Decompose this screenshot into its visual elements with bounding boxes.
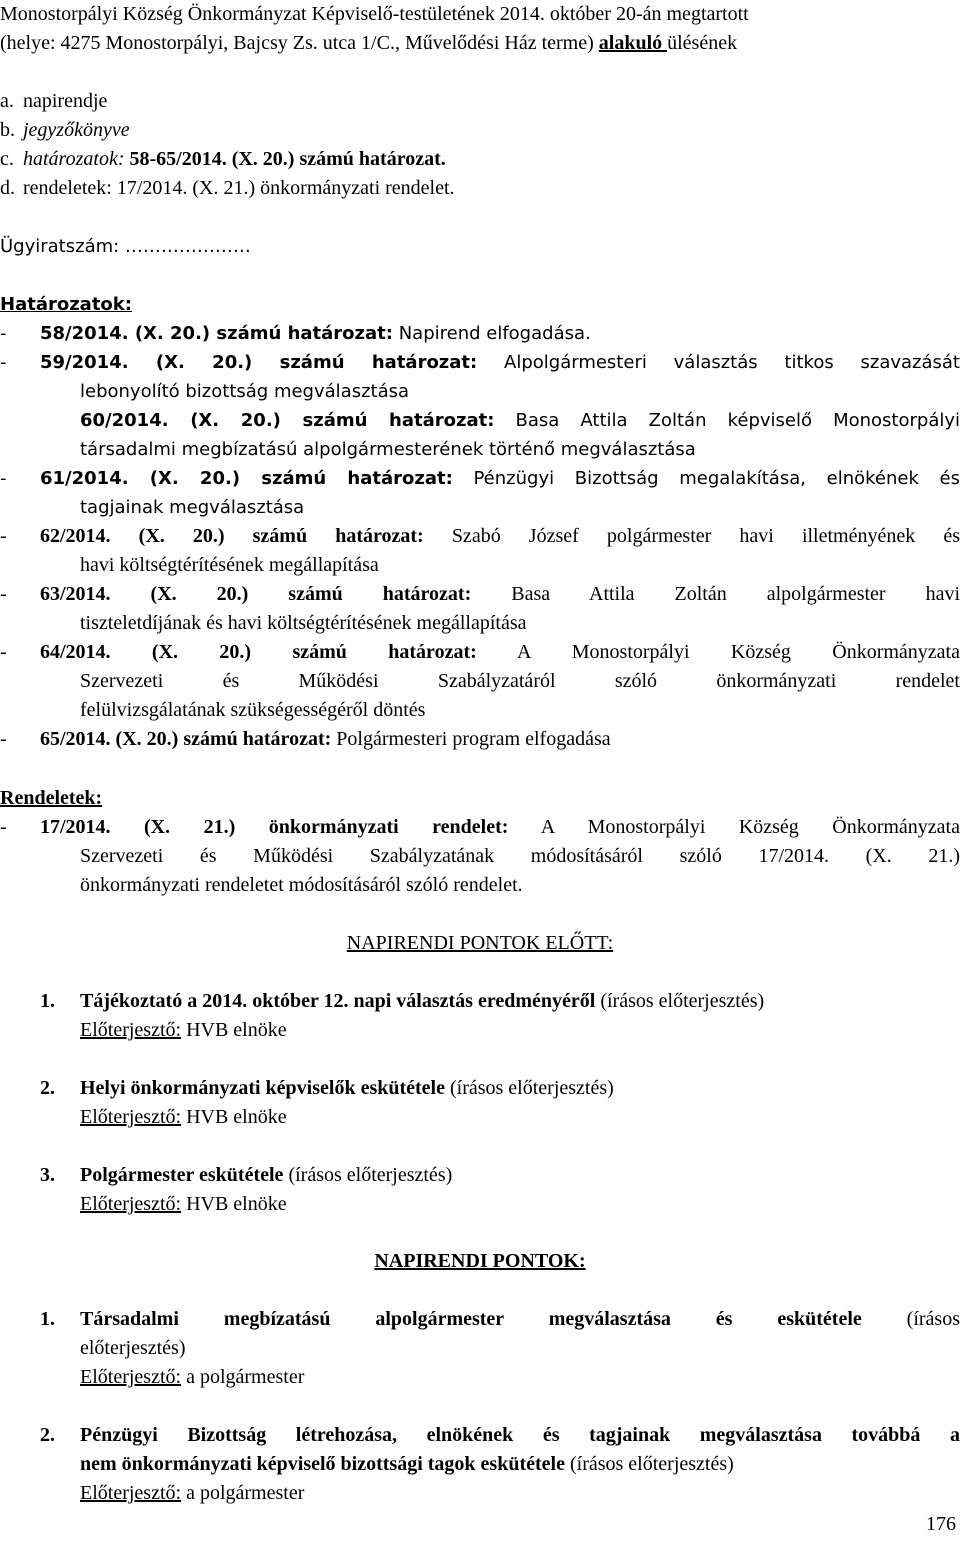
dash: - [0,816,7,838]
agenda-item-2 [40,1421,960,1450]
header-line-2 [0,29,737,58]
resolution-62-cont: havi költségtérítésének megállapítása [80,554,379,576]
agenda-heading-text: NAPIRENDI PONTOK: [374,1250,586,1272]
item-number: 3. [40,1164,55,1186]
item-title: Polgármester eskütétele [80,1164,284,1186]
item-number: 1. [40,1308,55,1330]
resolution-60 [80,406,960,435]
decrees-heading-text: Rendeletek: [0,787,103,809]
item-note: (írásos előterjesztés) [595,990,765,1012]
presenter: HVB elnöke [181,1019,287,1041]
item-number: 2. [40,1077,55,1099]
resolution-number: 58/2014. (X. 20.) számú határozat: [40,323,393,344]
contents-text: napirendje [23,90,108,112]
presenter-label: Előterjesztő: [80,1482,182,1504]
presenter: HVB elnöke [181,1193,287,1215]
item-title: Pénzügyi Bizottság létrehozása, elnökének és tagjainak megválasztása továbbá a [80,1424,960,1446]
header-alakulo: alakuló [598,32,668,54]
resolution-number: 62/2014. (X. 20.) számú határozat: [40,525,424,547]
resolutions-heading-text: Határozatok: [0,294,132,315]
resolution-number: 61/2014. (X. 20.) számú határozat: [40,468,453,489]
contents-letter: c. [0,148,14,170]
case-number: Ügyiratszám: ………………… [0,236,251,257]
resolution-number: 65/2014. (X. 20.) számú határozat: [40,728,332,750]
item-title-cont: nem önkormányzati képviselő bizottsági tagok eskütétele [80,1453,565,1475]
resolution-number: 63/2014. (X. 20.) számú határozat: [40,583,472,605]
presenter: a polgármester [181,1482,305,1504]
resolution-number: 64/2014. (X. 20.) számú határozat: [40,641,477,663]
agenda-item-2-presenter [80,1479,304,1508]
dash: - [0,583,7,605]
page-number: 176 [926,1513,956,1535]
dash: - [0,323,7,344]
resolution-63 [0,580,960,609]
agenda-heading [0,1247,960,1276]
before-agenda-item-2 [40,1074,614,1103]
presenter-label: Előterjesztő: [80,1366,182,1388]
resolution-64-cont: Szervezeti és Működési Szabályzatáról szóló önkormányzati rendelet [80,670,960,692]
before-agenda-heading-text: NAPIRENDI PONTOK ELŐTT: [346,932,614,954]
item-note: (írásos [861,1308,960,1330]
before-agenda-item-1-presenter [80,1016,287,1045]
decree-text: A Monostorpályi Község Önkormányzata [540,816,960,838]
item-number: 2. [40,1424,55,1446]
resolution-text: Napirend elfogadása. [398,323,591,344]
dash: - [0,641,7,663]
contents-letter: b. [0,119,15,141]
contents-letter: a. [0,90,14,112]
resolutions-heading [0,290,132,319]
dash: - [0,728,7,750]
resolution-63-cont: tiszteletdíjának és havi költségtérítésének megállapítása [80,612,527,634]
resolution-text: Szabó József polgármester havi illetményének és [451,525,960,547]
dash: - [0,525,7,547]
resolution-59-cont: lebonyolító bizottság megválasztása [80,381,410,402]
decree-17-cont: Szervezeti és Működési Szabályzatának módosításáról szóló 17/2014. (X. 21.) [80,845,960,867]
before-agenda-item-3 [40,1161,452,1190]
presenter-label: Előterjesztő: [80,1019,182,1041]
contents-text: 58-65/2014. (X. 20.) számú határozat. [124,148,446,170]
before-agenda-item-2-presenter [80,1103,287,1132]
resolution-number: 60/2014. (X. 20.) számú határozat: [80,410,495,431]
contents-item-c [0,145,446,174]
item-title: Tájékoztató a 2014. október 12. napi választás eredményéről [80,990,596,1012]
before-agenda-item-1 [40,987,764,1016]
item-note: (írásos előterjesztés) [564,1453,734,1475]
agenda-item-1-cont: előterjesztés) [80,1337,186,1359]
resolution-text: Basa Attila Zoltán képviselő Monostorpályi [515,410,960,431]
resolution-text: Polgármesteri program elfogadása [336,728,611,750]
decree-17 [0,813,960,842]
resolution-59 [0,348,960,377]
decrees-heading [0,784,102,813]
contents-label: rendeletek: 17/2014. (X. 21.) önkormányzati rendelet. [23,177,455,199]
resolution-62 [0,522,960,551]
before-agenda-heading [0,929,960,958]
contents-letter: d. [0,177,15,199]
dash: - [0,468,7,489]
resolution-text: Basa Attila Zoltán alpolgármester havi [511,583,960,605]
resolution-text: Pénzügyi Bizottság megalakítása, elnökének és [473,468,960,489]
header-ulesenek: ülésének [667,32,738,54]
agenda-item-1-presenter [80,1363,304,1392]
presenter: HVB elnöke [181,1106,287,1128]
item-title: Helyi önkormányzati képviselők eskütétele [80,1077,445,1099]
resolution-text: A Monostorpályi Község Önkormányzata [517,641,960,663]
before-agenda-item-3-presenter [80,1190,287,1219]
decree-17-cont2: önkormányzati rendeletet módosításáról szóló rendelet. [80,874,523,896]
contents-item-a [0,87,107,116]
resolution-64-cont2: felülvizsgálatának szükségességéről döntés [80,699,426,721]
contents-text: jegyzőkönyve [23,119,130,141]
decree-number: 17/2014. (X. 21.) önkormányzati rendelet: [40,816,509,838]
resolution-61-cont: tagjainak megválasztása [80,497,305,518]
presenter-label: Előterjesztő: [80,1106,182,1128]
presenter-label: Előterjesztő: [80,1193,182,1215]
resolution-64 [0,638,960,667]
header-line-1: Monostorpályi Község Önkormányzat Képviselő-testületének 2014. október 20-án megtartott [0,3,749,25]
item-number: 1. [40,990,55,1012]
dash: - [0,352,7,373]
resolution-65 [0,725,611,754]
item-note: (írásos előterjesztés) [444,1077,614,1099]
resolution-text: Alpolgármesteri választás titkos szavazását [504,352,960,373]
item-note: (írásos előterjesztés) [283,1164,453,1186]
header-place: (helye: 4275 Monostorpályi, Bajcsy Zs. utca 1/C., Művelődési Ház terme) [0,32,599,54]
item-title: Társadalmi megbízatású alpolgármester megválasztása és eskütétele [80,1308,862,1330]
resolution-number: 59/2014. (X. 20.) számú határozat: [40,352,478,373]
resolution-60-cont: társadalmi megbízatású alpolgármesterének történő megválasztása [80,439,696,460]
contents-label: határozatok: [23,148,125,170]
contents-item-b [0,116,130,145]
agenda-item-2-cont [80,1450,734,1479]
agenda-item-1 [40,1305,960,1334]
resolution-61 [0,464,960,493]
contents-item-d [0,174,455,203]
resolution-58 [0,319,591,348]
presenter: a polgármester [181,1366,305,1388]
